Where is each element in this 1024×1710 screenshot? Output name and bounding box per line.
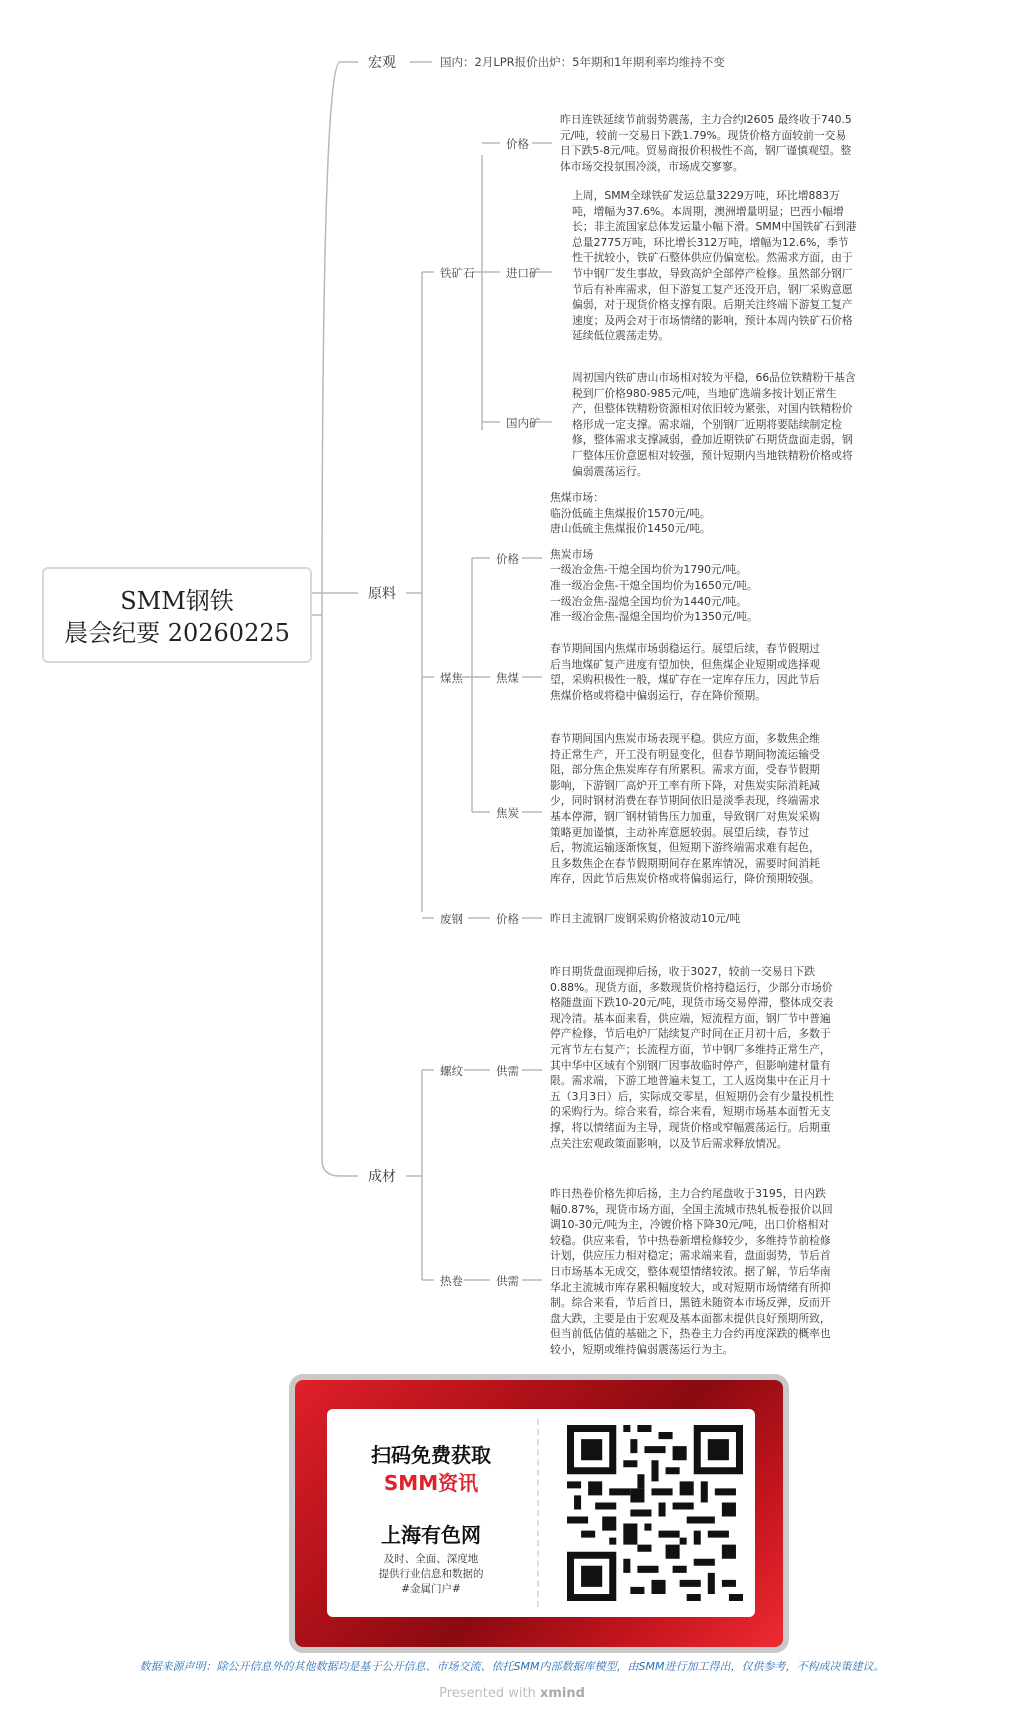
promo-banner[interactable] bbox=[295, 1380, 783, 1647]
root-subtitle: 晨会纪要 20260225 bbox=[64, 619, 290, 647]
coke-price-line: 准一级冶金焦-干熄全国均价为1650元/吨。 bbox=[550, 578, 758, 592]
presented-prefix: Presented with bbox=[439, 1686, 540, 1701]
topic-coking-coal[interactable]: 焦煤 bbox=[496, 671, 519, 685]
coke-price-line: 焦炭市场 bbox=[550, 547, 594, 561]
topic-macro[interactable]: 宏观 bbox=[368, 55, 396, 71]
iron-ore-domestic-text: 周初国内铁矿唐山市场相对较为平稳，66品位铁精粉干基含税到厂价格980-985元/吨，当地矿选端多按计划正常生产，但整体铁精粉资源相对依旧较为紧张，对国内铁精粉价格形成一定支撑。需求端，个别钢厂近期将要陆续制定检修，整体需求支撑减弱，叠加近期铁矿石期货盘面走弱，钢厂整体压价意愿相对较强，预计短期内当地铁精粉价格或将偏弱震荡运行。 bbox=[572, 371, 856, 478]
coal-price-line: 唐山低硫主焦煤报价1450元/吨。 bbox=[550, 522, 711, 536]
topic-iron-ore-import[interactable]: 进口矿 bbox=[506, 266, 541, 280]
coal-price-block bbox=[550, 490, 850, 625]
presented-with[interactable] bbox=[0, 1686, 1024, 1701]
promo-desc-line: 提供行业信息和数据的 bbox=[378, 1568, 484, 1580]
topic-raw[interactable]: 原料 bbox=[368, 586, 396, 602]
iron-ore-import-text: 上周，SMM全球铁矿发运总量3229万吨，环比增883万吨，增幅为37.6%。本周期，澳洲增量明显；巴西小幅增长；非主流国家总体发运量小幅下滑。SMM中国铁矿石到港总量2775万吨，环比增长312万吨，增幅为12.6%，季节性干扰较小，铁矿石整体供应仍偏宽松。然需求方面，由于节中钢厂发生事故，导致高炉全部停产检修。虽然部分钢厂节后有补库需求，但下游复工复产还没开启，钢厂采购意愿偏弱，对于现货价格支撑有限。后期关注终端下游复工复产速度；及两会对于市场情绪的影响，预计本周内铁矿石价格延续低位震荡走势。 bbox=[572, 189, 857, 343]
topic-scrap-price[interactable]: 价格 bbox=[496, 912, 519, 926]
coke-price-line: 准一级冶金焦-湿熄全国均价为1350元/吨。 bbox=[550, 610, 758, 624]
coal-price-line: 焦煤市场： bbox=[550, 491, 604, 504]
topic-hrc[interactable]: 热卷 bbox=[440, 1274, 463, 1288]
coal-price-line: 临汾低硫主焦煤报价1570元/吨。 bbox=[550, 506, 711, 520]
iron-ore-price-text: 昨日连铁延续节前弱势震荡，主力合约I2605 最终收于740.5元/吨，较前一交易日下跌1.79%。现货价格方面较前一交易日下跌5-8元/吨。贸易商报价积极性不高，钢厂谨慎观望。整体市场交投氛围冷淡，市场成交寥寥。 bbox=[560, 113, 852, 173]
coke-price-line: 一级冶金焦-干熄全国均价为1790元/吨。 bbox=[550, 563, 747, 577]
topic-coal-coke[interactable]: 煤焦 bbox=[440, 671, 463, 685]
promo-divider bbox=[537, 1419, 539, 1607]
promo-brand: 上海有色网 bbox=[381, 1523, 481, 1547]
topic-rebar[interactable]: 螺纹 bbox=[440, 1064, 463, 1078]
scrap-price-text: 昨日主流钢厂废钢采购价格波动10元/吨 bbox=[550, 912, 741, 925]
topic-finished[interactable]: 成材 bbox=[368, 1169, 396, 1185]
topic-rebar-supply-demand[interactable]: 供需 bbox=[496, 1064, 519, 1078]
qr-code-icon[interactable] bbox=[567, 1425, 743, 1601]
hrc-text: 昨日热卷价格先抑后扬，主力合约尾盘收于3195，日内跌幅0.87%，现货市场方面，全国主流城市热轧板卷报价以回调10-30元/吨为主，冷镀价格下降30元/吨，出口价格相对较稳。供应来看，节中热卷新增检修较少，多维持节前检修计划，供应压力相对稳定；需求端来看，盘面弱势，节后首日市场基本无成交，整体观望情绪较浓。据了解，节后华南华北主流城市库存累积幅度较大，或对短期市场情绪有所抑制。综合来看，节后首日，黑链未随资本市场反弹，反而开盘大跌，主要是由于宏观及基本面都未提供良好预期所致，但当前低估值的基础之下，热卷主力合约再度深跌的概率也较小，短期或维持偏弱震荡运行为主。 bbox=[550, 1187, 833, 1356]
promo-description bbox=[327, 1552, 535, 1597]
topic-iron-ore-domestic[interactable]: 国内矿 bbox=[506, 416, 541, 430]
coke-text: 春节期间国内焦炭市场表现平稳。供应方面，多数焦企维持正常生产，开工没有明显变化，但春节期间物流运输受阻，部分焦企焦炭库存有所累积。需求方面，受春节假期影响，下游钢厂高炉开工率有所下降，对焦炭实际消耗减少，同时钢材消费在春节期间依旧是淡季表现，终端需求基本停滞，钢厂钢材销售压力加重，导致钢厂对焦炭采购策略更加谨慎，主动补库意愿较弱。展望后续，春节过后，物流运输逐渐恢复，但短期下游终端需求难有起色，且多数焦企在春节假期期间存在累库情况，需要时间消耗库存，因此节后焦炭价格或将偏弱运行，降价预期较强。 bbox=[550, 732, 820, 886]
topic-hrc-supply-demand[interactable]: 供需 bbox=[496, 1274, 519, 1288]
coking-coal-text: 春节期间国内焦煤市场弱稳运行。展望后续，春节假期过后当地煤矿复产进度有望加快，但焦煤企业短期或选择观望，采购积极性一般，煤矿存在一定库存压力，因此节后焦煤价格或将稳中偏弱运行，存在降价预期。 bbox=[550, 642, 820, 702]
coke-price-line: 一级冶金焦-湿熄全国均价为1440元/吨。 bbox=[550, 594, 747, 608]
promo-card bbox=[327, 1409, 755, 1617]
root-topic[interactable] bbox=[42, 567, 312, 663]
promo-subheadline: SMM资讯 bbox=[383, 1471, 479, 1495]
promo-desc-line: 及时、全面、深度地 bbox=[383, 1553, 479, 1565]
topic-coal-coke-price[interactable]: 价格 bbox=[496, 552, 519, 566]
xmind-logo: xmind bbox=[539, 1686, 585, 1701]
promo-desc-line: #金属门户# bbox=[401, 1583, 461, 1595]
topic-coke[interactable]: 焦炭 bbox=[496, 806, 519, 820]
topic-iron-ore-price[interactable]: 价格 bbox=[506, 137, 529, 151]
promo-headline: 扫码免费获取 bbox=[371, 1443, 491, 1467]
spacer bbox=[550, 537, 850, 547]
macro-text: 国内：2月LPR报价出炉：5年期和1年期利率均维持不变 bbox=[440, 55, 725, 69]
data-source-disclaimer: 数据来源声明：除公开信息外的其他数据均是基于公开信息、市场交流、依托SMM内部数据库模型，由SMM进行加工得出，仅供参考，不构成决策建议。 bbox=[139, 1660, 885, 1673]
topic-iron-ore[interactable]: 铁矿石 bbox=[440, 266, 475, 280]
root-title: SMM钢铁 bbox=[120, 587, 234, 615]
promo-text-area bbox=[327, 1409, 535, 1617]
rebar-text: 昨日期货盘面现抑后扬，收于3027，较前一交易日下跌0.88%。现货方面，多数现货价格持稳运行，少部分市场价格随盘面下跌10-20元/吨，现货市场交易停滞，整体成交表现冷清。基本面来看，供应端，短流程方面，钢厂节中普遍停产检修，节后电炉厂陆续复产时间在正月初十后，多数于元宵节左右复产；长流程方面，节中钢厂多维持正常生产，其中华中区域有个别钢厂因事故临时停产，但影响建材量有限。需求端，下游工地普遍未复工，工人返岗集中在正月十五（3月3日）后，实际成交零星，但短期仍会有少量投机性的采购行为。综合来看，综合来看，短期市场基本面暂无支撑，将以情绪面为主导，现货价格或窄幅震荡运行。后期重点关注宏观政策面影响，以及节后需求释放情况。 bbox=[550, 965, 834, 1150]
topic-scrap[interactable]: 废钢 bbox=[440, 912, 463, 926]
